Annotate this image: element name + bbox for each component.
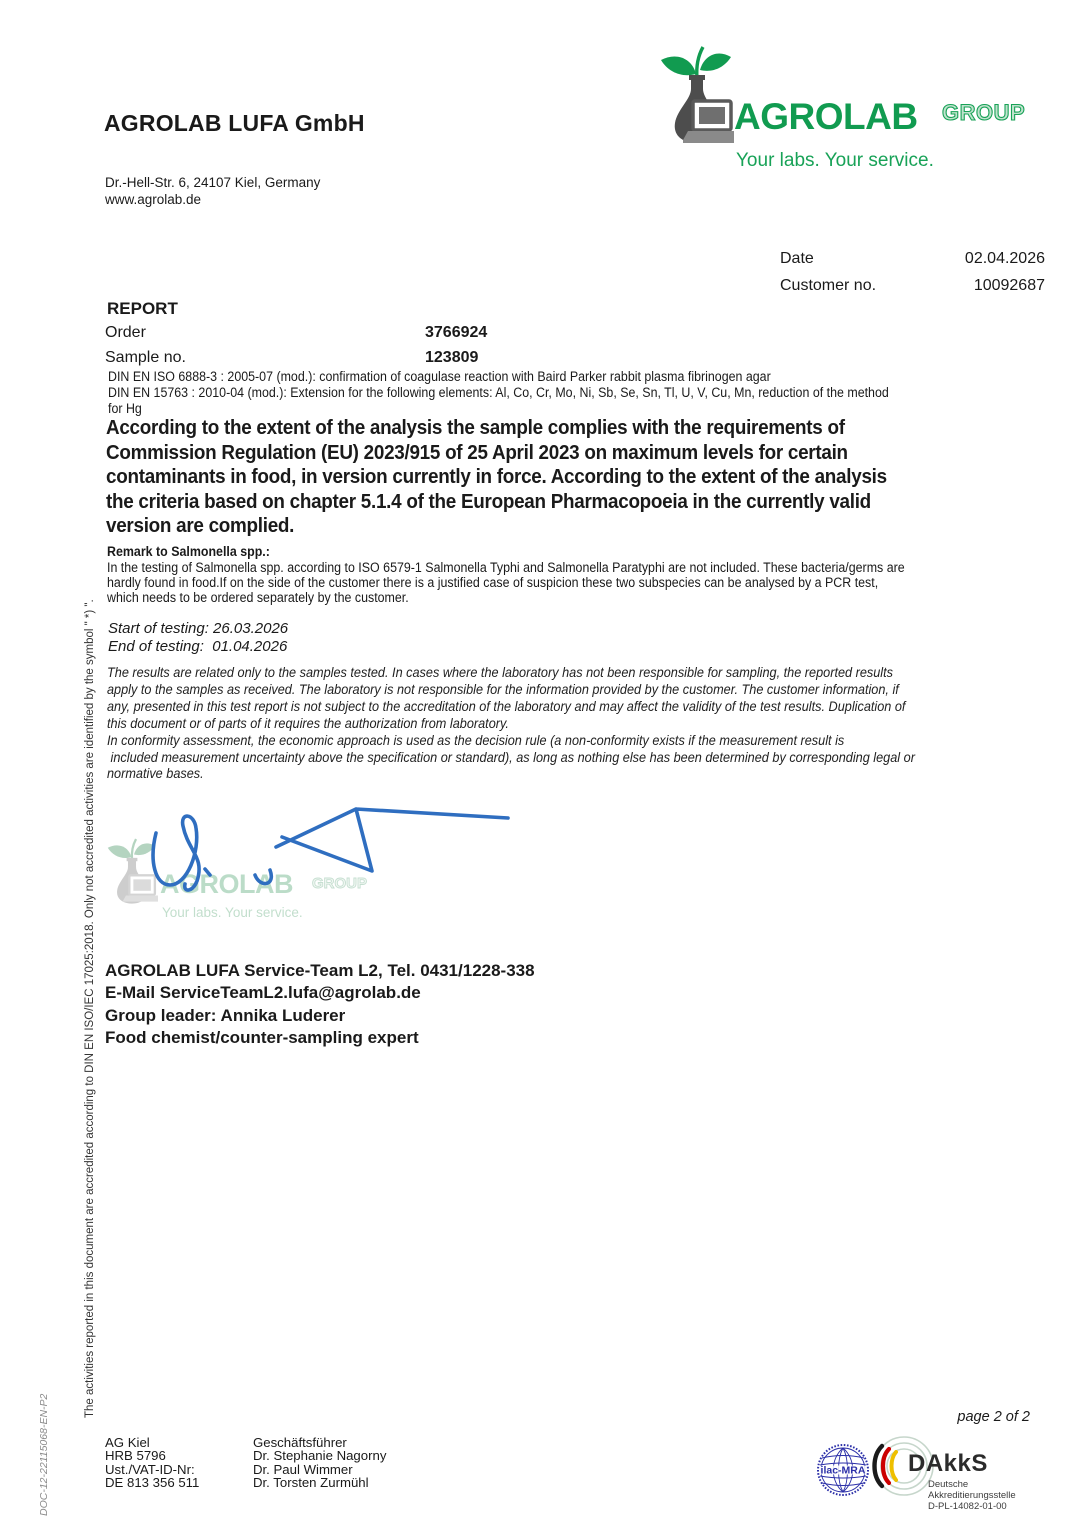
- company-website: www.agrolab.de: [105, 192, 202, 207]
- method-line: for Hg: [108, 401, 142, 416]
- brand-wordmark: AGROLAB: [734, 96, 918, 137]
- disclaimer-line: included measurement uncertainty above the specification or standard), as long as nothing else has been determined by corresponding legal or: [107, 749, 915, 765]
- order-value: 3766924: [425, 324, 488, 341]
- conclusion-line: version are complied.: [106, 514, 295, 538]
- agrolab-logo: [652, 40, 1052, 185]
- brand-tagline: Your labs. Your service.: [736, 150, 934, 171]
- conclusion-line: Commission Regulation (EU) 2023/915 of 25 April 2023 on maximum levels for certain: [106, 440, 848, 464]
- brand-tagline: Your labs. Your service.: [162, 905, 303, 920]
- handwritten-signature: [143, 795, 515, 933]
- dakks-subtitle-line: Deutsche: [928, 1479, 969, 1490]
- contact-line: E-Mail ServiceTeamL2.lufa@agrolab.de: [105, 983, 421, 1003]
- page-number: page 2 of 2: [957, 1409, 1030, 1425]
- brand-group-wordmark: GROUP: [312, 875, 368, 892]
- management-line: Dr. Paul Wimmer: [253, 1461, 353, 1477]
- compliance-statement: [106, 416, 887, 539]
- registry-line: HRB 5796: [105, 1448, 166, 1464]
- testing-start: Start of testing: 26.03.2026: [108, 620, 289, 637]
- contact-line: AGROLAB LUFA Service-Team L2, Tel. 0431/1228-338: [105, 961, 535, 980]
- date-label: Date: [780, 250, 814, 267]
- contact-line: Group leader: Annika Luderer: [105, 1005, 346, 1025]
- footer-management: [253, 1436, 386, 1490]
- contact-line: Food chemist/counter-sampling expert: [105, 1027, 419, 1047]
- dakks-subtitle: [928, 1480, 1016, 1512]
- disclaimer: [107, 665, 915, 783]
- date-value: 02.04.2026: [964, 250, 1045, 267]
- contact-block: [105, 960, 535, 1049]
- testing-dates: [108, 620, 288, 656]
- method-line: DIN EN ISO 6888-3 : 2005-07 (mod.): confirmation of coagulase reaction with Baird Parker rabbit plasma fibrinogen agar: [108, 369, 771, 384]
- remark-body: [107, 560, 905, 606]
- disclaimer-line: apply to the samples as received. The laboratory is not responsible for the information provided by the customer. The customer information, if: [107, 681, 899, 697]
- company-address: [105, 174, 320, 208]
- footer-registry: [105, 1436, 199, 1490]
- customer-no-value: 10092687: [973, 277, 1045, 294]
- document-id: DOC-12-22115068-EN-P2: [38, 1393, 50, 1516]
- order-label: Order: [105, 324, 146, 341]
- registry-line: Ust./VAT-ID-Nr:: [105, 1461, 195, 1477]
- accreditation-side-note: The activities reported in this document are accredited according to DIN EN ISO/IEC 17025:2018. Only not accredited activities are identified by the symbol " *) ".: [84, 599, 96, 1418]
- disclaimer-line: any, presented in this test report is not subject to the accreditation of the laboratory and may affect the validity of the test results. Duplication of: [107, 698, 906, 714]
- method-line: DIN EN 15763 : 2010-04 (mod.): Extension for the following elements: Al, Co, Cr, Mo, Ni, Sb, Se, Sn, Tl, U, V, Cu, Mn, reduction of the method: [108, 385, 889, 400]
- management-line: Geschäftsführer: [253, 1435, 347, 1450]
- disclaimer-line: normative bases.: [107, 766, 204, 782]
- ilac-mra-text: ilac-MRA: [820, 1464, 866, 1477]
- conclusion-line: contaminants in food, in version currently in force. According to the extent of the analysis: [106, 465, 887, 489]
- registry-line: AG Kiel: [105, 1435, 150, 1450]
- customer-no-label: Customer no.: [780, 277, 877, 294]
- ilac-mra-logo: [816, 1441, 870, 1499]
- registry-line: DE 813 356 511: [105, 1475, 200, 1491]
- sample-no-label: Sample no.: [105, 349, 186, 366]
- dakks-wordmark: DAkkS: [908, 1450, 988, 1477]
- disclaimer-line: The results are related only to the samples tested. In cases where the laboratory has not been responsible for sampling, the reported results: [107, 665, 893, 680]
- remark-line: hardly found in food.If on the side of the customer there is a justified case of suspicion these two subspecies can be analysed by a PCR test,: [107, 575, 879, 591]
- report-title: REPORT: [107, 299, 178, 318]
- brand-wordmark: AGROLAB: [160, 869, 293, 899]
- disclaimer-line: this document or of parts of it requires the authorization from laboratory.: [107, 715, 509, 731]
- company-name: AGROLAB LUFA GmbH: [104, 110, 365, 136]
- method-standards: [108, 369, 889, 417]
- dakks-logo: [868, 1436, 1068, 1520]
- sample-no-value: 123809: [425, 349, 479, 366]
- remark-title: Remark to Salmonella spp.:: [107, 544, 270, 559]
- management-line: Dr. Torsten Zurmühl: [253, 1475, 369, 1491]
- remark-line: which needs to be ordered separately by the customer.: [107, 590, 409, 606]
- dakks-subtitle-line: Akkreditierungsstelle: [928, 1489, 1016, 1501]
- address-line: Dr.-Hell-Str. 6, 24107 Kiel, Germany: [105, 175, 321, 190]
- management-line: Dr. Stephanie Nagorny: [253, 1448, 387, 1464]
- testing-end: End of testing: 01.04.2026: [108, 638, 288, 655]
- flask-plant-laptop-icon: [660, 44, 734, 154]
- remark-line: In the testing of Salmonella spp. according to ISO 6579-1 Salmonella Typhi and Salmonella Paratyphi are not included. These bacteria/germs are: [107, 560, 905, 575]
- dakks-subtitle-line: D-PL-14082-01-00: [928, 1500, 1007, 1512]
- brand-group-wordmark: GROUP: [942, 100, 1026, 125]
- conclusion-line: According to the extent of the analysis the sample complies with the requirements of: [106, 416, 845, 439]
- conclusion-line: the criteria based on chapter 5.1.4 of the European Pharmacopoeia in the currently valid: [106, 489, 871, 513]
- disclaimer-line: In conformity assessment, the economic approach is used as the decision rule (a non-conformity exists if the measurement result is: [107, 732, 845, 748]
